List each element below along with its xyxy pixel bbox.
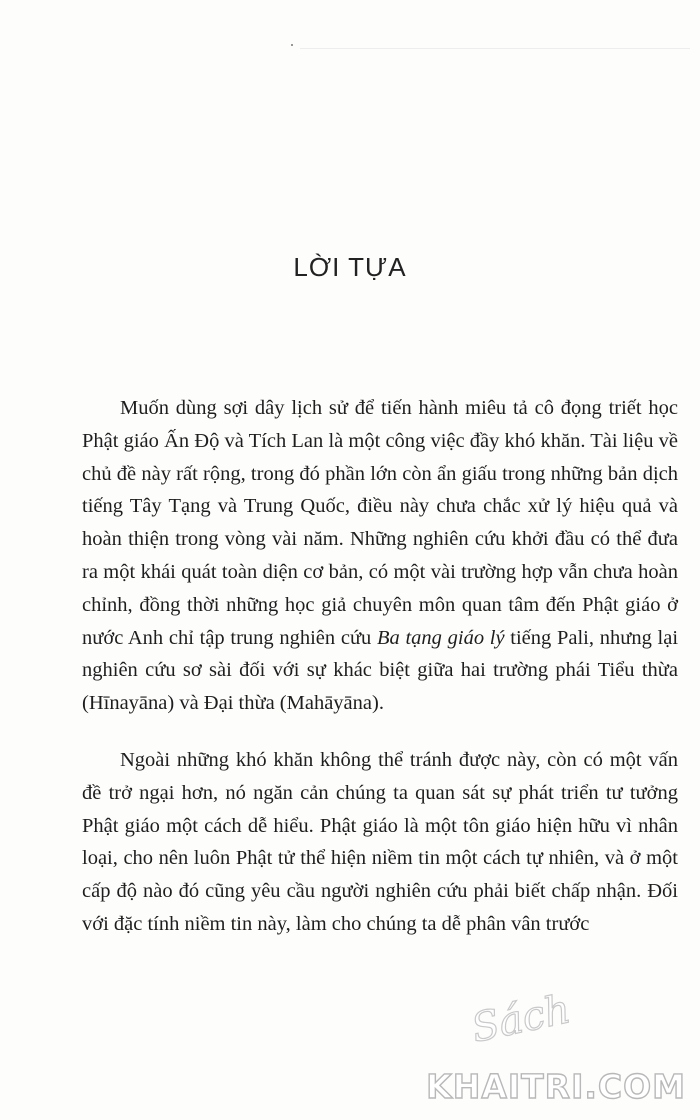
watermark-script: Sách bbox=[467, 986, 575, 1052]
italic-phrase: Ba tạng giáo lý bbox=[377, 626, 505, 649]
paragraph-1 bbox=[82, 392, 678, 720]
body-text bbox=[82, 392, 678, 941]
text-run: Ngoài những khó khăn không thể tránh được này, còn có một vấn đề trở ngại hơn, nó ngăn cản chúng ta quan sát sự phát triển tư tưởng Phật giáo một cách dễ hiểu. Phật giáo là một tôn giáo hiện hữu vì nhân loại, cho nên luôn Phật tử thể hiện niềm tin một cách tự nhiên, và ở một cấp độ nào đó cũng yêu cầu người nghiên cứu phải biết chấp nhận. Đối với đặc tính niềm tin này, làm cho chúng ta dễ phân vân trước bbox=[82, 748, 678, 935]
site-watermark bbox=[356, 986, 686, 1106]
bleed-through-rule bbox=[300, 48, 690, 49]
page-speck bbox=[291, 44, 293, 46]
page-title: LỜI TỰA bbox=[293, 252, 407, 282]
text-run: tiếng Pali, nhưng lại nghiên cứu sơ sài đối với sự khác biệt giữa hai trường phái Tiểu thừa (Hīnayāna) và Đại thừa (Mahāyāna). bbox=[82, 626, 679, 715]
watermark-brand: KHAITRI.COM bbox=[426, 1067, 686, 1106]
paragraph-2 bbox=[82, 744, 678, 941]
text-run: Muốn dùng sợi dây lịch sử để tiến hành miêu tả cô đọng triết học Phật giáo Ấn Độ và Tích Lan là một công việc đầy khó khăn. Tài liệu về chủ đề này rất rộng, trong đó phần lớn còn ẩn giấu trong những bản dịch tiếng Tây Tạng và Trung Quốc, điều này chưa chắc xử lý hiệu quả và hoàn thiện trong vòng vài năm. Những nghiên cứu khởi đầu có thể đưa ra một khái quát toàn diện cơ bản, có một vài trường hợp vẫn chưa hoàn chỉnh, đồng thời những học giả chuyên môn quan tâm đến Phật giáo ở nước Anh chỉ tập trung nghiên cứu bbox=[82, 397, 678, 649]
